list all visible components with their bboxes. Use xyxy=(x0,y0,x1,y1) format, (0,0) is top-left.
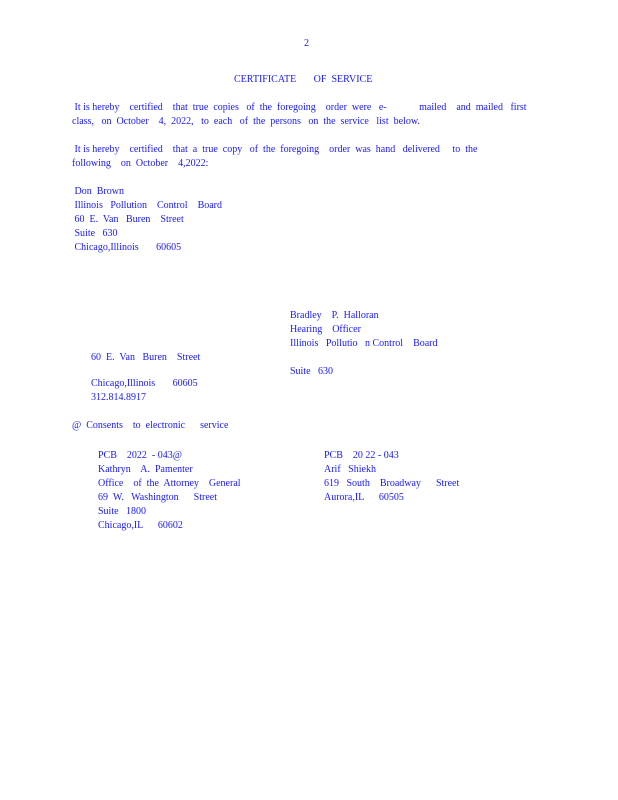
officer-org: Illinois Pollutio n Control Board xyxy=(290,338,438,349)
officer-phone: 312.814.8917 xyxy=(91,392,146,403)
recipient-suite: Suite 630 xyxy=(72,228,118,239)
party-name: Arif Shiekh xyxy=(324,464,376,475)
paragraph-1-line-2: class, on October 4, 2022, to each of the persons on the service list below. xyxy=(72,116,420,127)
officer-suite: Suite 630 xyxy=(290,366,334,377)
officer-city: Chicago,Illinois 60605 xyxy=(91,378,198,389)
recipient-city: Chicago,Illinois 60605 xyxy=(72,242,182,253)
recipient-org: Illinois Pollution Control Board xyxy=(72,200,223,211)
party-city: Chicago,IL 60602 xyxy=(98,520,183,531)
party-org: Office of the Attorney General xyxy=(98,478,241,489)
paragraph-2-line-1: It is hereby certified that a true copy of the foregoing order was hand delivered to the xyxy=(72,144,478,155)
party-address: 619 South Broadway Street xyxy=(324,478,460,489)
page-number: 2 xyxy=(304,38,309,49)
party-city: Aurora,IL 60505 xyxy=(324,492,404,503)
paragraph-1-line-1: It is hereby certified that true copies of the foregoing order were e- mailed and mailed first xyxy=(72,102,527,113)
recipient-address: 60 E. Van Buren Street xyxy=(72,214,184,225)
party-name: Kathryn A. Pamenter xyxy=(98,464,193,475)
paragraph-2-line-2: following on October 4,2022: xyxy=(72,158,209,169)
case-number: PCB 20 22 - 043 xyxy=(324,450,399,461)
officer-title: Hearing Officer xyxy=(290,324,361,335)
party-suite: Suite 1800 xyxy=(98,506,147,517)
certificate-title: CERTIFICATE OF SERVICE xyxy=(234,74,373,85)
consent-note: @ Consents to electronic service xyxy=(72,420,229,431)
officer-name: Bradley P. Halloran xyxy=(290,310,379,321)
party-address: 69 W. Washington Street xyxy=(98,492,218,503)
officer-address: 60 E. Van Buren Street xyxy=(91,352,201,363)
case-number: PCB 2022 - 043@ xyxy=(98,450,182,461)
recipient-name: Don Brown xyxy=(72,186,124,197)
